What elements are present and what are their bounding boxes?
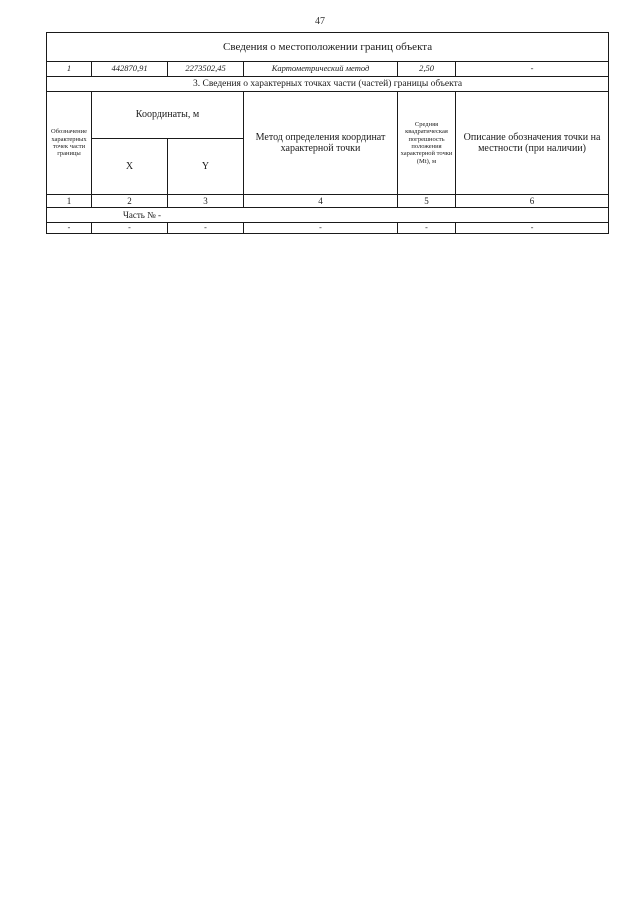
table-cell: 2273502,45: [168, 62, 244, 77]
header-y: Y: [168, 139, 244, 195]
table-cell: 442870,91: [92, 62, 168, 77]
table-title: Сведения о местоположении границ объекта: [47, 33, 609, 62]
table-cell: 2,50: [398, 62, 456, 77]
column-number: 2: [92, 195, 168, 208]
column-number: 5: [398, 195, 456, 208]
section-title-row: [47, 77, 609, 92]
part-row-empty: [244, 208, 609, 223]
table-cell: 1: [47, 62, 92, 77]
header-description: Описание обозначения точки на местности (при наличии): [456, 92, 609, 195]
page-number: 47: [315, 16, 325, 27]
table-row: [47, 62, 609, 77]
table-cell: -: [168, 223, 244, 234]
header-coordinates: Координаты, м: [92, 92, 244, 139]
table-cell: -: [244, 223, 398, 234]
table-row: [47, 223, 609, 234]
table-title-row: [47, 33, 609, 62]
table-cell: -: [92, 223, 168, 234]
column-numbers-row: [47, 195, 609, 208]
table-cell: -: [47, 223, 92, 234]
part-row: [47, 208, 609, 223]
column-number: 6: [456, 195, 609, 208]
column-number: 4: [244, 195, 398, 208]
boundary-points-table: [46, 32, 609, 234]
header-row: [47, 92, 609, 139]
column-number: 3: [168, 195, 244, 208]
table-cell: -: [456, 223, 609, 234]
header-rms-error: Средняя квадратическая погрешность положения характерной точки (Mt), м: [398, 92, 456, 195]
header-x: X: [92, 139, 168, 195]
header-method: Метод определения координат характерной точки: [244, 92, 398, 195]
table-cell: -: [398, 223, 456, 234]
header-point-designation: Обозначение характерных точек части границы: [47, 92, 92, 195]
table-cell: Картометрический метод: [244, 62, 398, 77]
section-title: 3. Сведения о характерных точках части (частей) границы объекта: [47, 77, 609, 92]
column-number: 1: [47, 195, 92, 208]
part-label: Часть № -: [47, 208, 244, 223]
table-cell: -: [456, 62, 609, 77]
